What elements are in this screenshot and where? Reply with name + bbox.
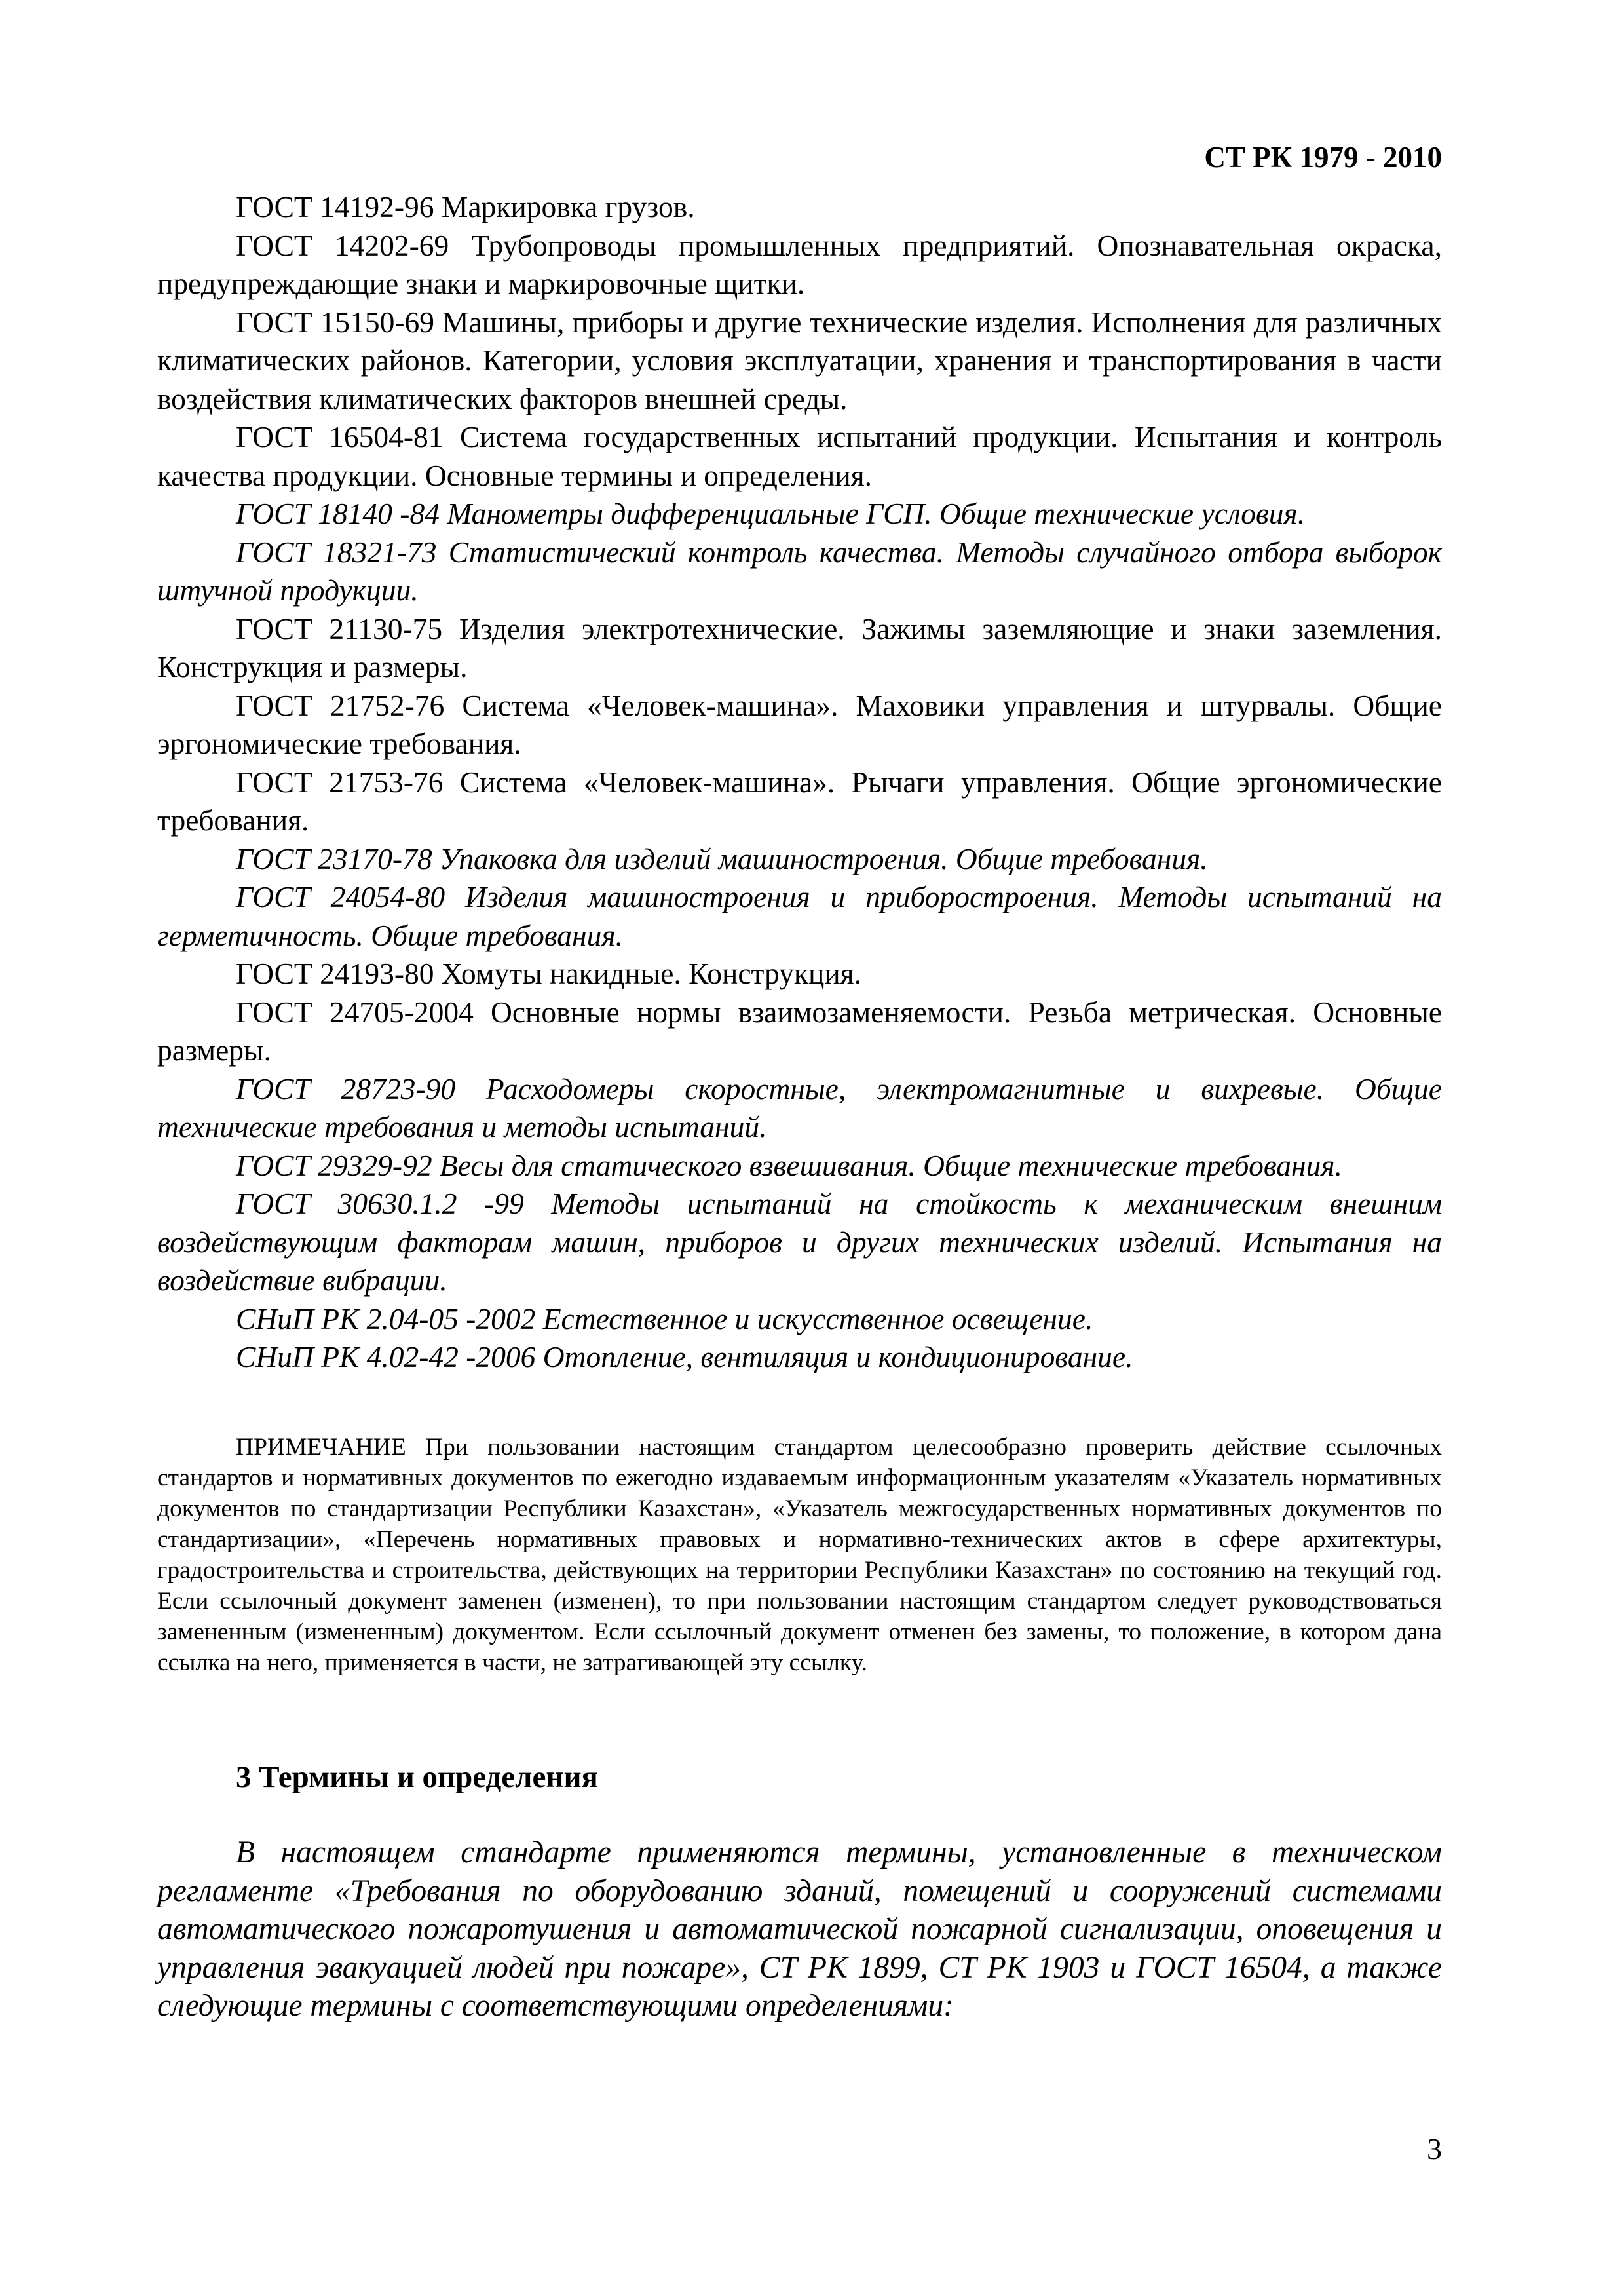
reference-item: ГОСТ 21753-76 Система «Человек-машина». Рычаги управления. Общие эргономические требования. (157, 765, 1442, 837)
reference-item: ГОСТ 30630.1.2 -99 Методы испытаний на стойкость к механическим внешним воздействующим факторам машин, приборов и других технических изделий. Испытания на воздействие вибрации. (157, 1187, 1442, 1297)
reference-item: ГОСТ 23170-78 Упаковка для изделий машиностроения. Общие требования. (236, 841, 1208, 875)
page-number: 3 (1427, 2132, 1442, 2166)
section-title: 3 Термины и определения (236, 1760, 598, 1794)
reference-item: ГОСТ 16504-81 Система государственных испытаний продукции. Испытания и контроль качества продукции. Основные термины и определения. (157, 420, 1442, 492)
reference-item: ГОСТ 14202-69 Трубопроводы промышленных предприятий. Опознавательная окраска, предупреждающие знаки и маркировочные щитки. (157, 228, 1442, 300)
reference-item: ГОСТ 28723-90 Расходомеры скоростные, электромагнитные и вихревые. Общие технические требования и методы испытаний. (157, 1071, 1442, 1143)
reference-item: ГОСТ 29329-92 Весы для статического взвешивания. Общие технические требования. (236, 1148, 1342, 1182)
reference-item: ГОСТ 18140 -84 Манометры дифференциальные ГСП. Общие технические условия. (236, 497, 1306, 530)
note-paragraph: ПРИМЕЧАНИЕ При пользовании настоящим стандартом целесообразно проверить действие ссылочных стандартов и нормативных документов по ежегодно издаваемым информационным указателям «Указатель нормативных документов по стандартизации Республики Казахстан», «Указатель межгосударственных нормативных документов по стандартизации», «Перечень нормативных правовых и нормативно-технических актов в сфере архитектуры, градостроительства и строительства, действующих на территории Республики Казахстан» по состоянию на текущий год. Если ссылочный документ заменен (изменен), то при пользовании настоящим стандартом следует руководствоваться замененным (измененным) документом. Если ссылочный документ отменен без замены, то положение, в котором дана ссылка на него, применяется в части, не затрагивающей эту ссылку. (157, 1434, 1442, 1676)
reference-item: ГОСТ 21752-76 Система «Человек-машина». Маховики управления и штурвалы. Общие эргономические требования. (157, 688, 1442, 760)
reference-item: ГОСТ 15150-69 Машины, приборы и другие технические изделия. Исполнения для различных климатических районов. Категории, условия эксплуатации, хранения и транспортирования в части воздействия климатических факторов внешней среды. (157, 305, 1442, 415)
reference-item: ГОСТ 24054-80 Изделия машиностроения и приборостроения. Методы испытаний на герметичность. Общие требования. (157, 880, 1442, 952)
section-body-paragraph: В настоящем стандарте применяются термины, установленные в техническом регламенте «Требования по оборудованию зданий, помещений и сооружений системами автоматического пожаротушения и автоматической пожарной сигнализации, оповещения и управления эвакуацией людей при пожаре», СТ РК 1899, СТ РК 1903 и ГОСТ 16504, а также следующие термины с соответствующими определениями: (157, 1835, 1442, 2023)
reference-item: ГОСТ 18321-73 Статистический контроль качества. Методы случайного отбора выборок штучной продукции. (157, 535, 1442, 607)
document-code-header: СТ РК 1979 - 2010 (1204, 141, 1442, 174)
reference-item: СНиП РК 4.02-42 -2006 Отопление, вентиляция и кондиционирование. (236, 1340, 1133, 1373)
reference-item: ГОСТ 21130-75 Изделия электротехнические. Зажимы заземляющие и знаки заземления. Конструкция и размеры. (157, 611, 1442, 683)
reference-item: ГОСТ 24705-2004 Основные нормы взаимозаменяемости. Резьба метрическая. Основные размеры. (157, 995, 1442, 1067)
normative-references-list (157, 188, 1442, 1377)
reference-item: ГОСТ 14192-96 Маркировка грузов. (236, 190, 695, 223)
reference-item: СНиП РК 2.04-05 -2002 Естественное и искусственное освещение. (236, 1301, 1093, 1335)
reference-item: ГОСТ 24193-80 Хомуты накидные. Конструкция. (236, 957, 861, 990)
